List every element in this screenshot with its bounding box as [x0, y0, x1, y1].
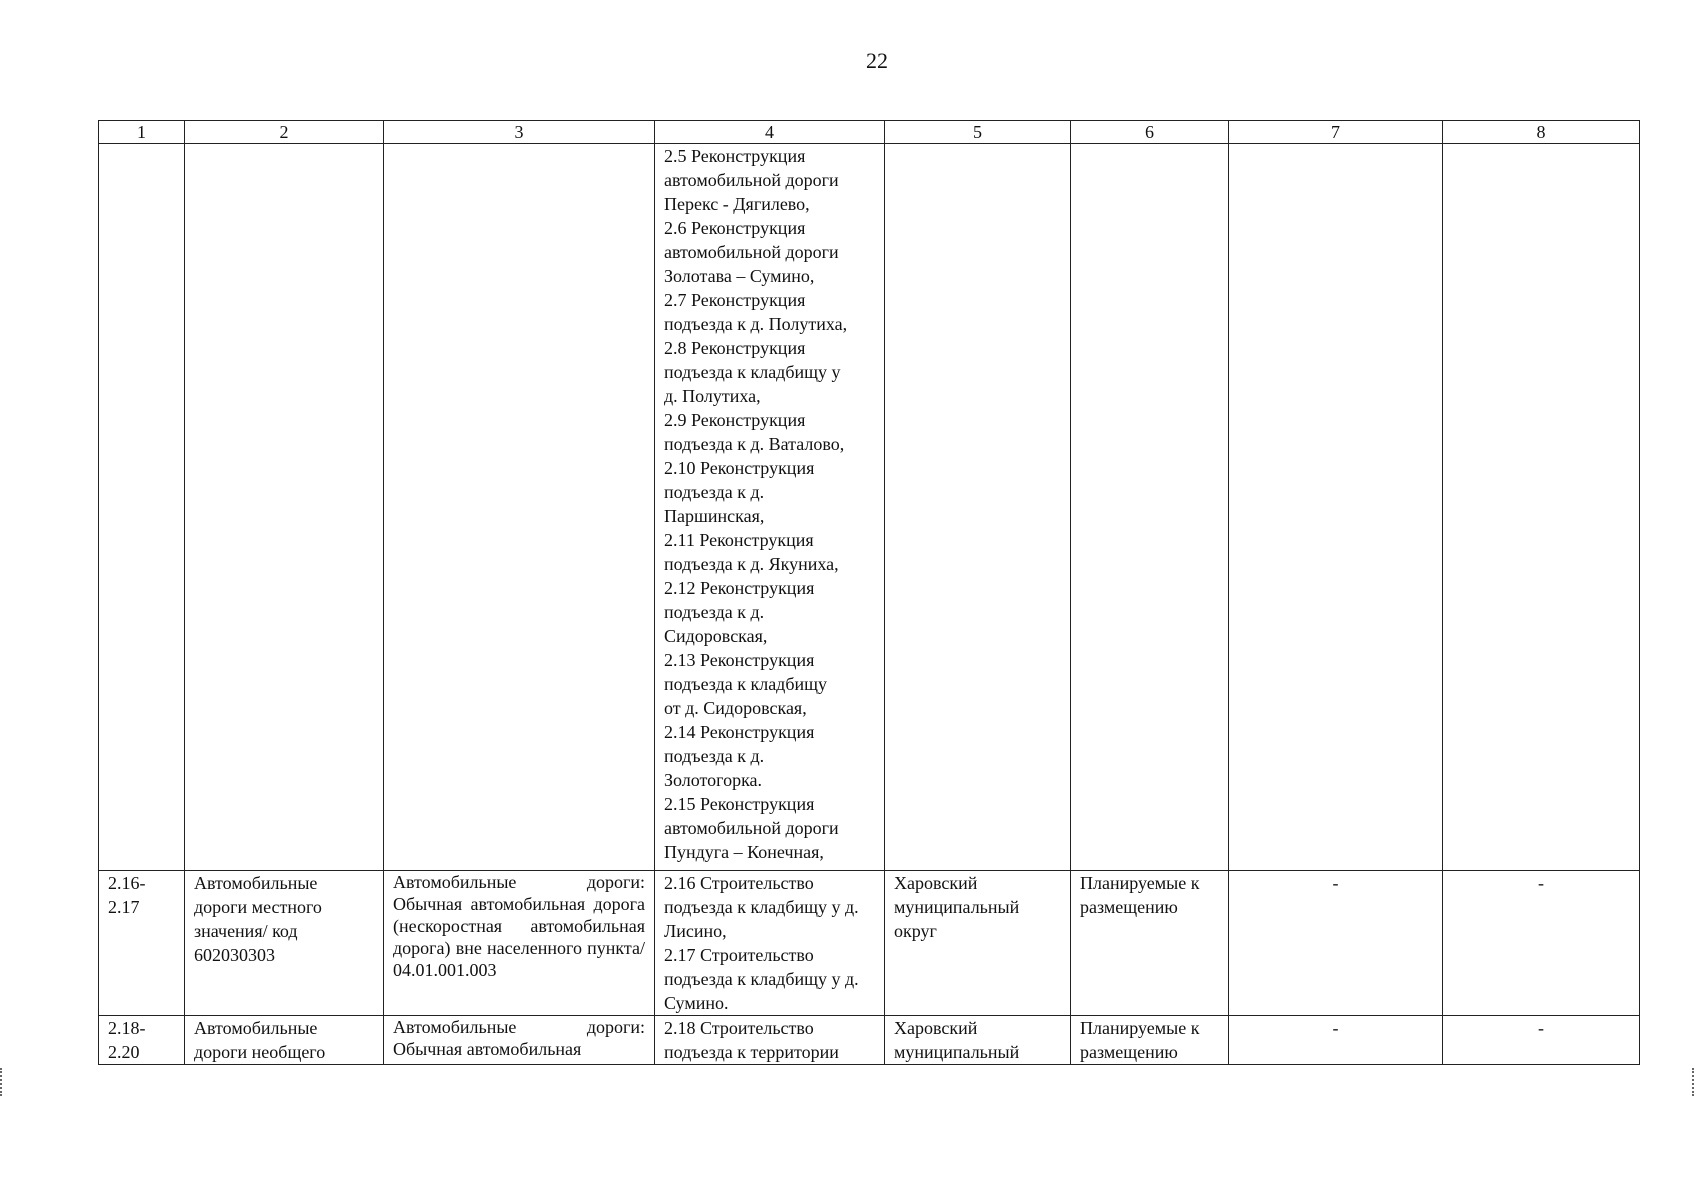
cell-status: Планируемые к размещению: [1071, 1016, 1229, 1065]
text-line: подъезда к д. Ваталово,: [664, 434, 845, 454]
text-line: 2.13 Реконструкция: [664, 650, 815, 670]
text-line: подъезда к кладбищу: [664, 674, 827, 694]
header-row: [99, 121, 1640, 144]
cell-empty: [185, 144, 384, 871]
text-line: 2.11 Реконструкция: [664, 530, 814, 550]
table-row-continuation: [99, 144, 1640, 871]
text-line: Золотава – Сумино,: [664, 266, 815, 286]
cell-empty: [1229, 144, 1443, 871]
text-line: Золотогорка.: [664, 770, 763, 790]
text-line: 2.12 Реконструкция: [664, 578, 815, 598]
cell-empty: [1071, 144, 1229, 871]
cell-item-number: 2.18- 2.20: [99, 1016, 185, 1065]
text-line: Паршинская,: [664, 506, 765, 526]
text-line: автомобильной дороги: [664, 818, 839, 838]
text-line: 2.9 Реконструкция: [664, 410, 806, 430]
text-line: 2.15 Реконструкция: [664, 794, 815, 814]
cell-object-type: Автомобильные дороги необщего: [185, 1016, 384, 1065]
cell-object-list-continued: [655, 144, 885, 871]
text-line: подъезда к д.: [664, 746, 765, 766]
planning-table: [98, 120, 1640, 1065]
cell-col7: -: [1229, 1016, 1443, 1065]
cell-location: Харовский муниципальный: [885, 1016, 1071, 1065]
cell-object-description: 2.16 Строительство подъезда к кладбищу у д. Лисино, 2.17 Строительство подъезда к кладбищу у д. Сумино.: [655, 871, 885, 1016]
cell-empty: [384, 144, 655, 871]
header-cell-4: 4: [655, 121, 885, 144]
cell-empty: [885, 144, 1071, 871]
cell-status: Планируемые к размещению: [1071, 871, 1229, 1016]
text-line: подъезда к д. Якуниха,: [664, 554, 839, 574]
cell-location: Харовский муниципальный округ: [885, 871, 1071, 1016]
text-line: 2.10 Реконструкция: [664, 458, 815, 478]
text-line: 2.8 Реконструкция: [664, 338, 806, 358]
text-line: от д. Сидоровская,: [664, 698, 807, 718]
scan-margin-mark: [0, 1068, 6, 1096]
table-row: [99, 1016, 1640, 1065]
table-row: [99, 871, 1640, 1016]
text-line: 2.7 Реконструкция: [664, 290, 806, 310]
text-line: 2.14 Реконструкция: [664, 722, 815, 742]
cell-object-classification: Автомобильные дороги: Обычная автомобильная: [384, 1016, 655, 1065]
text-line: автомобильной дороги: [664, 170, 839, 190]
text-line: 2.6 Реконструкция: [664, 218, 806, 238]
text-line: 2.5 Реконструкция: [664, 146, 806, 166]
text-line: подъезда к кладбищу у: [664, 362, 841, 382]
text-line: подъезда к д.: [664, 482, 765, 502]
text-line: д. Полутиха,: [664, 386, 761, 406]
text-line: автомобильной дороги: [664, 242, 839, 262]
cell-empty: [99, 144, 185, 871]
cell-col8: -: [1443, 1016, 1640, 1065]
cell-col7: -: [1229, 871, 1443, 1016]
cell-object-classification: Автомобильные дороги: Обычная автомобильная дорога (нескоростная автомобильная дорога) вне населенного пункта/ 04.01.001.003: [384, 871, 655, 1016]
cell-item-number: 2.16- 2.17: [99, 871, 185, 1016]
header-cell-6: 6: [1071, 121, 1229, 144]
cell-object-type: Автомобильные дороги местного значения/ код 602030303: [185, 871, 384, 1016]
cell-object-description: 2.18 Строительство подъезда к территории: [655, 1016, 885, 1065]
header-cell-2: 2: [185, 121, 384, 144]
header-cell-5: 5: [885, 121, 1071, 144]
text-line: Пундуга – Конечная,: [664, 842, 824, 862]
text-line: Сидоровская,: [664, 626, 768, 646]
header-cell-8: 8: [1443, 121, 1640, 144]
header-cell-3: 3: [384, 121, 655, 144]
text-line: подъезда к д. Полутиха,: [664, 314, 848, 334]
cell-col8: -: [1443, 871, 1640, 1016]
header-cell-7: 7: [1229, 121, 1443, 144]
header-cell-1: 1: [99, 121, 185, 144]
page-number: 22: [866, 48, 888, 73]
scan-margin-mark: [1692, 1068, 1697, 1096]
text-line: подъезда к д.: [664, 602, 765, 622]
text-line: Перекс - Дягилево,: [664, 194, 810, 214]
cell-empty: [1443, 144, 1640, 871]
